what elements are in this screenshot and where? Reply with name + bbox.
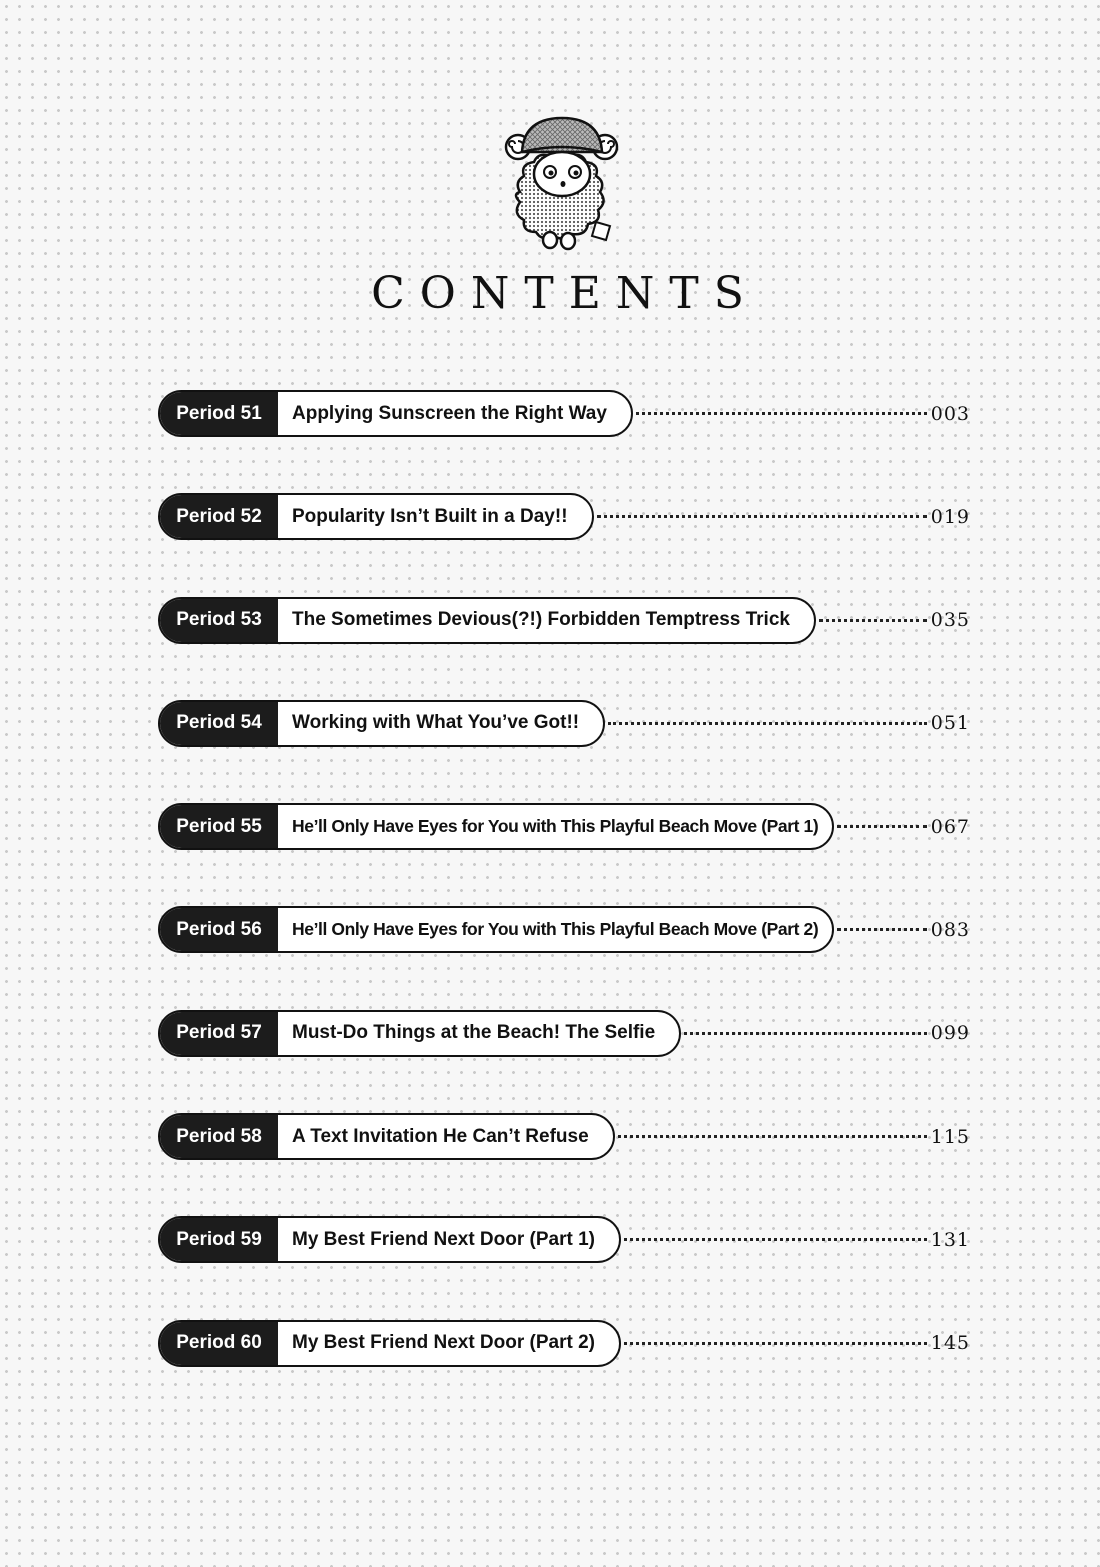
chapter-title: A Text Invitation He Can’t Refuse	[292, 1125, 589, 1147]
chapter-label[interactable]	[158, 906, 834, 953]
chapter-title: Must-Do Things at the Beach! The Selfie	[292, 1022, 656, 1044]
period-number: Period 57	[160, 1012, 278, 1055]
page-number: 067	[930, 815, 970, 838]
chapter-title: My Best Friend Next Door (Part 2)	[292, 1332, 595, 1354]
dot-leader	[684, 1032, 927, 1035]
dot-leader	[608, 722, 927, 725]
dot-leader	[837, 825, 926, 828]
chapter-label[interactable]	[158, 493, 594, 540]
period-number: Period 55	[160, 805, 278, 848]
page-number: 019	[930, 505, 970, 528]
page-number: 099	[930, 1022, 970, 1045]
period-number: Period 54	[160, 702, 278, 745]
chapter-title: The Sometimes Devious(?!) Forbidden Temptress Trick	[292, 609, 790, 631]
page-number: 083	[930, 918, 970, 941]
chapter-label[interactable]	[158, 1113, 615, 1160]
chapter-label[interactable]	[158, 390, 633, 437]
toc-entry[interactable]	[158, 1010, 970, 1057]
page-number: 051	[930, 712, 970, 735]
period-number: Period 56	[160, 908, 278, 951]
toc-entry[interactable]	[158, 1216, 970, 1263]
chapter-label[interactable]	[158, 803, 834, 850]
dot-leader	[618, 1135, 927, 1138]
page-number: 131	[930, 1228, 970, 1251]
page-title: CONTENTS	[371, 268, 759, 319]
toc-entry[interactable]	[158, 1113, 970, 1160]
dot-leader	[597, 515, 927, 518]
dot-leader	[819, 619, 927, 622]
toc-entry[interactable]	[158, 803, 970, 850]
chapter-title: Applying Sunscreen the Right Way	[292, 402, 607, 424]
page-number: 115	[930, 1125, 970, 1148]
page-number: 145	[930, 1332, 970, 1355]
period-number: Period 51	[160, 392, 278, 435]
toc-entry[interactable]	[158, 700, 970, 747]
chapter-label[interactable]	[158, 597, 816, 644]
dot-leader	[624, 1238, 927, 1241]
chapter-label[interactable]	[158, 1320, 621, 1367]
period-number: Period 60	[160, 1322, 278, 1365]
period-number: Period 58	[160, 1115, 278, 1158]
toc-entry[interactable]	[158, 390, 970, 437]
chapter-label[interactable]	[158, 1010, 681, 1057]
toc-entry[interactable]	[158, 597, 970, 644]
period-number: Period 53	[160, 599, 278, 642]
page-number: 035	[930, 609, 970, 632]
period-number: Period 52	[160, 495, 278, 538]
chapter-title: Working with What You’ve Got!!	[292, 712, 580, 734]
page-number: 003	[930, 402, 970, 425]
dot-leader	[837, 928, 926, 931]
sheep-mascot-icon	[500, 112, 625, 252]
table-of-contents	[158, 390, 970, 1423]
chapter-title: He’ll Only Have Eyes for You with This Playful Beach Move (Part 2)	[292, 919, 819, 940]
chapter-title: He’ll Only Have Eyes for You with This Playful Beach Move (Part 1)	[292, 816, 819, 837]
toc-entry[interactable]	[158, 493, 970, 540]
chapter-label[interactable]	[158, 1216, 621, 1263]
chapter-label[interactable]	[158, 700, 605, 747]
chapter-title: My Best Friend Next Door (Part 1)	[292, 1228, 595, 1250]
dot-leader	[636, 412, 927, 415]
chapter-title: Popularity Isn’t Built in a Day!!	[292, 505, 568, 527]
toc-entry[interactable]	[158, 906, 970, 953]
dot-leader	[624, 1342, 927, 1345]
toc-entry[interactable]	[158, 1320, 970, 1367]
period-number: Period 59	[160, 1218, 278, 1261]
